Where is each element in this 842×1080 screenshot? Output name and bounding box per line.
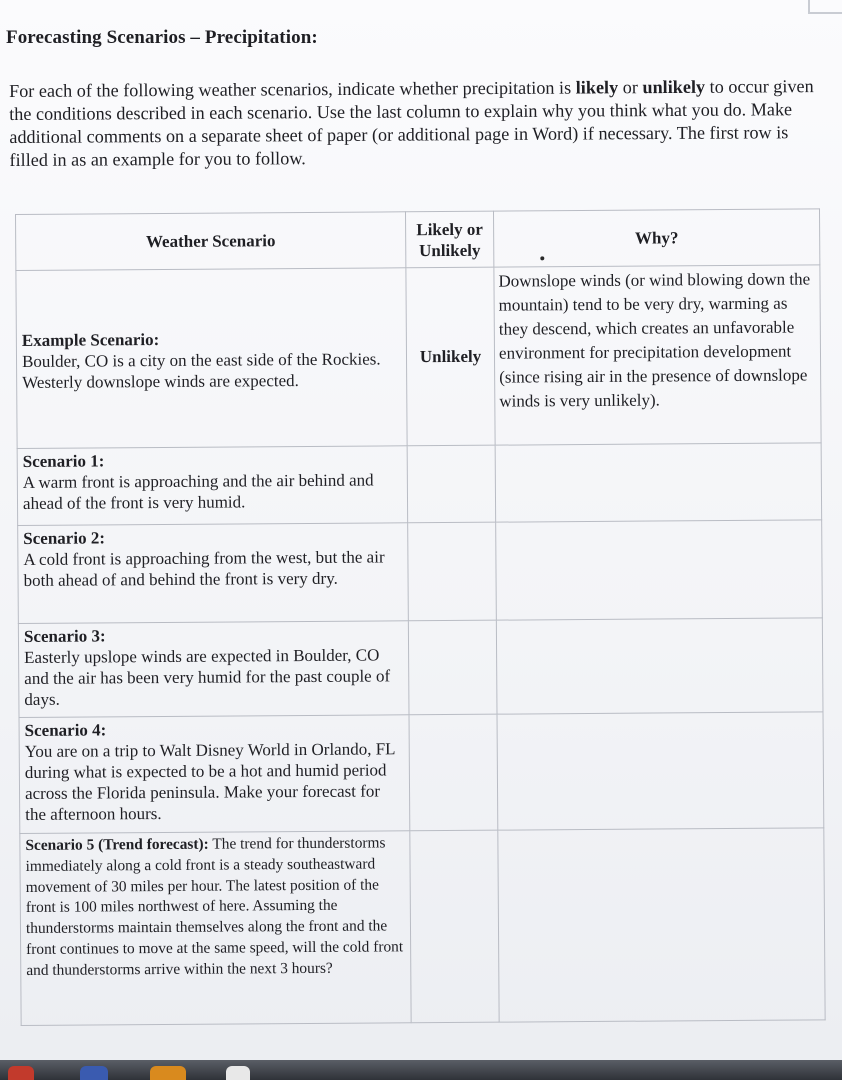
scenario-5-label: Scenario 5 (Trend forecast):	[25, 835, 209, 854]
scenario-table	[15, 208, 826, 1026]
window-icon[interactable]	[226, 1066, 250, 1080]
example-answer-cell: Unlikely	[406, 267, 495, 446]
scenario-1-answer-cell[interactable]	[407, 445, 496, 523]
intro-text-1: For each of the following weather scenarios, indicate whether precipitation is	[9, 77, 576, 101]
example-why-cell: Downslope winds (or wind blowing down the mountain) tend to be very dry, warming as they descend, which creates an unfavorable environment for precipitation development (since rising air in the presence of downslope winds is very unlikely).	[494, 265, 821, 445]
intro-unlikely: unlikely	[642, 76, 706, 98]
example-scenario-label: Example Scenario:	[21, 329, 160, 350]
bullet-dot	[540, 256, 544, 260]
scenario-5-text: The trend for thunderstorms immediately along a cold front is a steady southeastward movement of 30 miles per hour. The latest position of the front is 100 miles northwest of here. Assuming the thunderstorms maintain themselves along the front and the front continues to move at the same speed, will the cold front and thunderstorms arrive within the next 3 hours?	[25, 834, 404, 979]
scenario-1-label: Scenario 1:	[22, 451, 105, 471]
intro-paragraph	[9, 75, 830, 172]
taskbar	[0, 1060, 842, 1080]
folder-icon[interactable]	[150, 1066, 186, 1080]
scenario-1-cell	[17, 446, 408, 526]
table-header-row	[16, 209, 820, 271]
scenario-2-text: A cold front is approaching from the west, but the air both ahead of and behind the front is very dry.	[23, 547, 385, 590]
scenario-5-why-cell[interactable]	[498, 828, 825, 1022]
intro-text-2: to occur given the conditions described in each scenario. Use the last column to explain why you think what you do. Make additional comments on a separate sheet of paper (or additional page in Word) if necessary. The first row is filled in as an example for you to follow.	[9, 76, 814, 170]
scenario-4-cell	[19, 715, 410, 834]
scenario-3-text: Easterly upslope winds are expected in Boulder, CO and the air has been very humid for the past couple of days.	[24, 645, 391, 709]
table-row	[17, 443, 822, 526]
scenario-1-text: A warm front is approaching and the air behind and ahead of the front is very humid.	[22, 470, 374, 513]
scenario-3-cell	[18, 621, 409, 718]
scenario-3-answer-cell[interactable]	[408, 620, 497, 715]
table-row	[20, 828, 825, 1026]
scenario-5-answer-cell[interactable]	[410, 830, 499, 1023]
scenario-4-answer-cell[interactable]	[409, 714, 498, 831]
scenario-3-why-cell[interactable]	[496, 618, 823, 714]
header-why: Why?	[493, 209, 819, 267]
example-row	[16, 265, 821, 449]
browser-icon[interactable]	[8, 1066, 34, 1080]
scenario-5-cell	[20, 831, 411, 1026]
example-scenario-text: Boulder, CO is a city on the east side of the Rockies. Westerly downslope winds are expected.	[21, 349, 381, 392]
scenario-1-why-cell[interactable]	[495, 443, 822, 522]
scenario-4-why-cell[interactable]	[497, 712, 824, 830]
intro-likely: likely	[575, 77, 619, 98]
scenario-3-label: Scenario 3:	[23, 626, 106, 646]
table-row	[18, 618, 823, 718]
window-corner-frame	[808, 0, 842, 14]
scenario-2-cell	[18, 523, 409, 624]
page-title: Forecasting Scenarios – Precipitation:	[6, 27, 318, 48]
scenario-table-wrapper	[15, 208, 829, 1028]
table-row	[18, 520, 823, 624]
example-scenario-cell	[16, 268, 407, 449]
scenario-4-text: You are on a trip to Walt Disney World in Orlando, FL during what is expected to be a hot and humid period across the Florida peninsula. Make your forecast for the afternoon hours.	[24, 739, 395, 824]
header-likely-unlikely: Likely or Unlikely	[405, 211, 493, 268]
table-row	[19, 712, 824, 834]
scenario-4-label: Scenario 4:	[24, 720, 107, 740]
intro-or: or	[618, 77, 643, 98]
scenario-2-why-cell[interactable]	[496, 520, 823, 620]
app-icon[interactable]	[80, 1066, 108, 1080]
scenario-2-label: Scenario 2:	[23, 528, 106, 548]
scenario-2-answer-cell[interactable]	[408, 522, 497, 621]
header-weather-scenario: Weather Scenario	[16, 212, 406, 271]
